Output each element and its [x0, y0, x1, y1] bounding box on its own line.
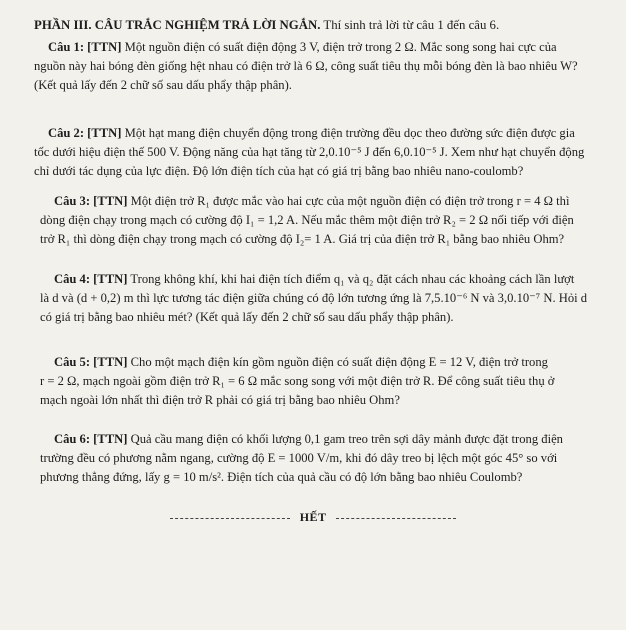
question-2: [34, 124, 614, 181]
question-4-line3: có giá trị bằng bao nhiêu mét? (Kết quả lấy đến 2 chữ số sau dấu phẩy thập phân).: [40, 310, 454, 324]
question-4-line2: là d và (d + 0,2) m thì lực tương tác điện giữa chúng có độ lớn tương ứng là 7,5.10⁻⁶ N và 3,0.10⁻⁷ N. Hỏi d: [40, 291, 588, 305]
question-4-line1: Trong không khí, khi hai điện tích điểm q₁ và q₂ đặt cách nhau các khoảng cách lần lượt: [130, 272, 575, 286]
question-1: [34, 38, 614, 95]
question-5-line1: Cho một mạch điện kín gồm nguồn điện có suất điện động E = 12 V, điện trở trong: [130, 355, 548, 369]
question-4: [40, 270, 615, 327]
question-1-line2: nguồn này hai bóng đèn giống hệt nhau có điện trở là 6 Ω, công suất tiêu thụ mỗi bóng đèn là bao nhiêu W?: [34, 59, 578, 73]
question-4-label: Câu 4: [TTN]: [54, 272, 128, 286]
question-6: [40, 430, 615, 487]
question-5: [40, 353, 615, 410]
question-3-line1: Một điện trở R₁ được mắc vào hai cực của một nguồn điện có điện trở trong r = 4 Ω thì: [130, 194, 570, 208]
section-title: PHẦN III. CÂU TRẮC NGHIỆM TRẢ LỜI NGẮN.: [34, 18, 321, 32]
end-rule-left: [170, 518, 290, 519]
end-label: HẾT: [299, 510, 327, 524]
question-2-line3: chỉ dưới tác dụng của lực điện. Độ lớn điện tích của hạt có giá trị bằng bao nhiêu nano-coulomb?: [34, 164, 524, 178]
question-1-line3: (Kết quả lấy đến 2 chữ số sau dấu phẩy thập phân).: [34, 78, 292, 92]
question-1-label: Câu 1: [TTN]: [48, 40, 122, 54]
question-3-label: Câu 3: [TTN]: [54, 194, 128, 208]
question-6-label: Câu 6: [TTN]: [54, 432, 128, 446]
question-3-line3: trở R₁ thì dòng điện chạy trong mạch có cường độ I₂= 1 A. Giá trị của điện trở R₁ bằng bao nhiêu Ohm?: [40, 232, 565, 246]
question-2-line1: Một hạt mang điện chuyển động trong điện trường đều dọc theo đường sức điện được gia: [124, 126, 575, 140]
question-3-line2: dòng điện chạy trong mạch có cường độ I₁ = 1,2 A. Nếu mắc thêm một điện trở R₂ = 2 Ω nối tiếp với điện: [40, 213, 574, 227]
question-5-label: Câu 5: [TTN]: [54, 355, 128, 369]
question-1-line1: Một nguồn điện có suất điện động 3 V, điện trở trong 2 Ω. Mắc song song hai cực của: [124, 40, 557, 54]
question-6-line3: phương thẳng đứng, lấy g = 10 m/s². Điện tích của quả cầu có độ lớn bằng bao nhiêu Coulomb?: [40, 470, 523, 484]
end-rule-right: [336, 518, 456, 519]
question-2-line2: tốc dưới hiệu điện thế 500 V. Động năng của hạt tăng từ 2,0.10⁻⁵ J đến 6,0.10⁻⁵ J. Xem như hạt chuyển động: [34, 145, 585, 159]
question-6-line2: trường đều có phương nằm ngang, cường độ E = 1000 V/m, khi đó dây treo bị lệch một góc 45° so với: [40, 451, 558, 465]
section-heading: [34, 16, 499, 35]
question-5-line2: r = 2 Ω, mạch ngoài gồm điện trở R₁ = 6 Ω mắc song song với một điện trở R. Để công suất tiêu thụ ở: [40, 374, 555, 388]
section-instruction: Thí sinh trả lời từ câu 1 đến câu 6.: [323, 18, 500, 32]
question-5-line3: mạch ngoài lớn nhất thì điện trở R phải có giá trị bằng bao nhiêu Ohm?: [40, 393, 400, 407]
question-6-line1: Quả cầu mang điện có khối lượng 0,1 gam treo trên sợi dây mảnh được đặt trong điện: [130, 432, 563, 446]
question-2-label: Câu 2: [TTN]: [48, 126, 122, 140]
question-3: [40, 192, 615, 249]
end-marker: [0, 510, 626, 525]
